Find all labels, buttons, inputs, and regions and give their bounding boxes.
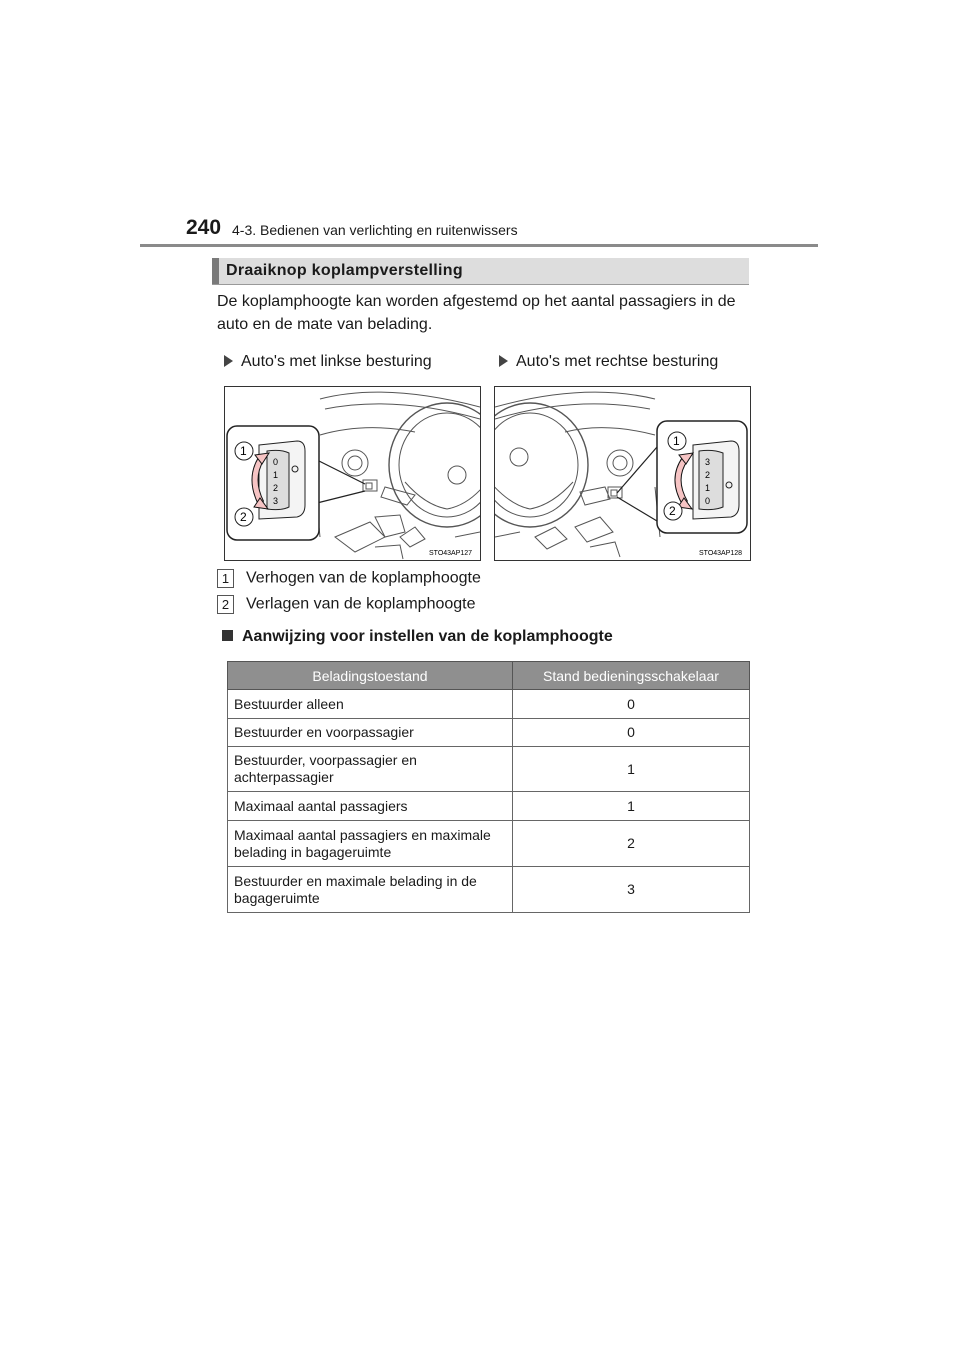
dial-label: 2 <box>273 483 279 493</box>
table-row <box>228 690 750 719</box>
position-cell: 0 <box>513 719 750 747</box>
position-cell: 2 <box>513 821 750 867</box>
table-row <box>228 821 750 867</box>
position-cell: 1 <box>513 747 750 792</box>
table-row <box>228 747 750 792</box>
dial-label: 0 <box>705 496 711 506</box>
image-code: STO43AP128 <box>699 550 743 557</box>
header-rule <box>140 244 818 247</box>
dial-label: 2 <box>705 470 711 480</box>
heading-underline <box>212 284 749 285</box>
illustration-rhd <box>494 386 751 561</box>
sub-heading-text: Aanwijzing voor instellen van de koplamphoogte <box>242 628 613 645</box>
column-header-condition: Beladingstoestand <box>228 662 513 690</box>
dial-label: 1 <box>705 483 711 493</box>
dial-label: 3 <box>273 496 279 506</box>
column-header-position: Stand bedieningsschakelaar <box>513 662 750 690</box>
intro-paragraph: De koplamphoogte kan worden afgestemd op het aantal passagiers in de auto en de mate van belading. <box>217 293 736 333</box>
variant-label-text: Auto's met linkse besturing <box>241 353 432 370</box>
image-code: STO43AP127 <box>429 550 473 557</box>
callout-1-marker: 1 <box>673 434 680 448</box>
position-cell: 0 <box>513 690 750 719</box>
callout-1-marker: 1 <box>240 444 247 458</box>
condition-cell: Maximaal aantal passagiers en maximale belading in bagageruimte <box>228 821 513 867</box>
condition-cell: Bestuurder, voorpassagier en achterpassagier <box>228 747 513 792</box>
table-row <box>228 719 750 747</box>
load-condition-table <box>227 661 750 913</box>
condition-cell: Bestuurder en voorpassagier <box>228 719 513 747</box>
callout-2-marker: 2 <box>240 510 247 524</box>
position-cell: 1 <box>513 792 750 821</box>
sub-heading <box>222 628 613 646</box>
condition-cell: Maximaal aantal passagiers <box>228 792 513 821</box>
callout-item-1 <box>217 569 481 588</box>
heading-title: Draaiknop koplampverstelling <box>226 262 463 279</box>
dial-label: 0 <box>273 457 279 467</box>
dial-label: 1 <box>273 470 279 480</box>
dashboard-rhd-drawing <box>495 387 750 560</box>
illustration-lhd <box>224 386 481 561</box>
callout-number: 2 <box>217 595 234 614</box>
dashboard-lhd-drawing <box>225 387 480 560</box>
square-bullet-icon <box>222 630 233 641</box>
callout-text: Verlagen van de koplamphoogte <box>246 595 476 613</box>
variant-label-rhd <box>499 353 718 371</box>
callout-text: Verhogen van de koplamphoogte <box>246 569 481 587</box>
table-header-row <box>228 662 750 690</box>
triangle-bullet-icon <box>224 355 233 367</box>
callout-2-marker: 2 <box>669 504 676 518</box>
callout-item-2 <box>217 595 476 614</box>
variant-label-lhd <box>224 353 432 371</box>
triangle-bullet-icon <box>499 355 508 367</box>
position-cell: 3 <box>513 867 750 913</box>
condition-cell: Bestuurder alleen <box>228 690 513 719</box>
condition-cell: Bestuurder en maximale belading in de bagageruimte <box>228 867 513 913</box>
heading-accent <box>212 258 219 284</box>
callout-number: 1 <box>217 569 234 588</box>
heading-bar <box>212 258 749 284</box>
table-row <box>228 867 750 913</box>
page-number: 240 <box>186 216 222 239</box>
table-row <box>228 792 750 821</box>
section-title: 4-3. Bedienen van verlichting en ruitenwissers <box>232 222 518 238</box>
variant-label-text: Auto's met rechtse besturing <box>516 353 719 370</box>
dial-label: 3 <box>705 457 711 467</box>
